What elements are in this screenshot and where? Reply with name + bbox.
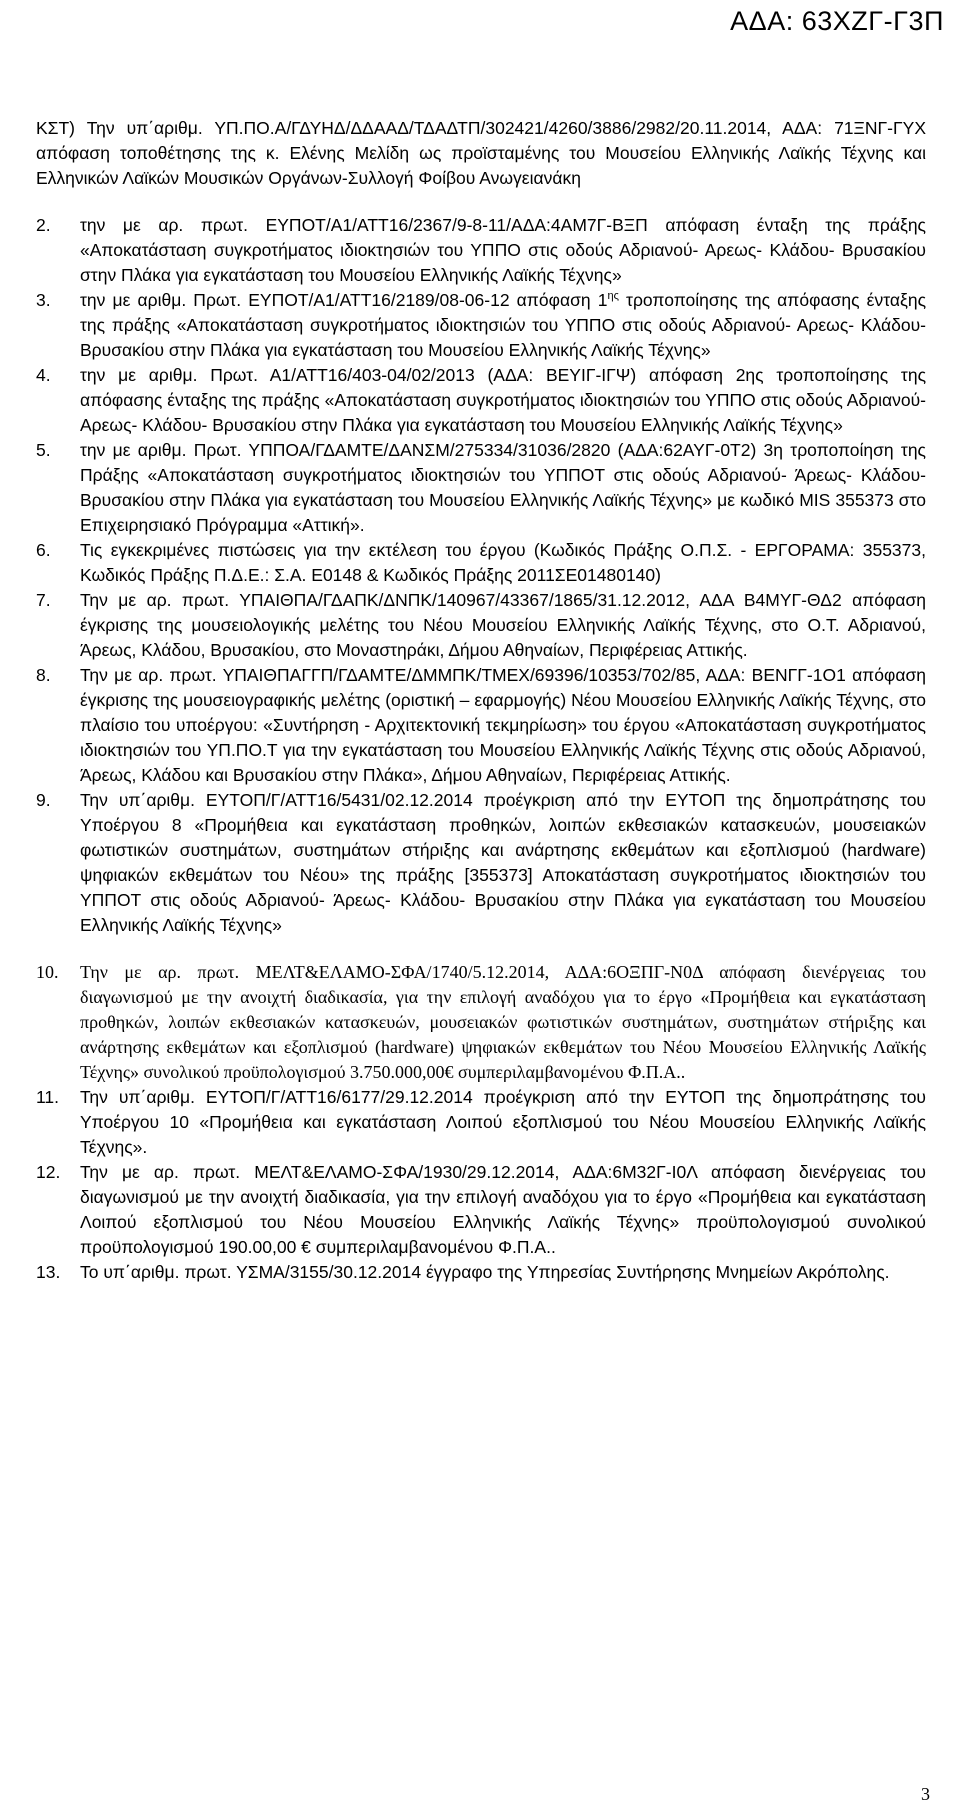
list-item	[36, 1085, 926, 1160]
numbered-list	[36, 213, 926, 1285]
list-item-text: Την υπ΄αριθμ. ΕΥΤΟΠ/Γ/ΑΤΤ16/6177/29.12.2014 προέγκριση από την ΕΥΤΟΠ της δημοπράτησης του Υποέργου 10 «Προμήθεια και εγκατάσταση Λοιπού εξοπλισμού του Νέου Μουσείου Ελληνικής Λαϊκής Τέχνης».	[80, 1087, 926, 1157]
list-item-text-part: τροποποίησης της απόφασης ένταξης της πράξης «Αποκατάσταση συγκροτήματος ιδιοκτησιών του ΥΠΠΟ στις οδούς Αδριανού- Αρεως- Κλάδου- Βρυσακίου στην Πλάκα για εγκατάσταση του Μουσείου Ελληνικής Λαϊκής Τέχνης»	[80, 290, 927, 360]
list-item	[36, 288, 926, 363]
list-item-text	[80, 288, 926, 363]
page-number: 3	[921, 1784, 930, 1804]
list-item-text: την με αριθμ. Πρωτ. Α1/ΑΤΤ16/403-04/02/2013 (ΑΔΑ: ΒΕΥΙΓ-ΙΓΨ) απόφαση 2ης τροποποίησης της απόφασης ένταξης της πράξης «Αποκατάσταση συγκροτήματος ιδιοκτησιών του ΥΠΠΟ στις οδούς Αδριανού- Αρεως- Κλάδου- Βρυσακίου στην Πλάκα για εγκατάσταση του Μουσείου Ελληνικής Λαϊκής Τέχνης»	[80, 365, 926, 435]
list-item	[36, 788, 926, 938]
list-item-text-part: την με αριθμ. Πρωτ. ΕΥΠΟΤ/Α1/ΑΤΤ16/2189/08-06-12 απόφαση 1	[80, 290, 608, 310]
list-item	[36, 663, 926, 788]
list-item-text: Τις εγκεκριμένες πιστώσεις για την εκτέλεση του έργου (Κωδικός Πράξης Ο.Π.Σ. - ΕΡΓΟΡΑΜΑ: 355373, Κωδικός Πράξης Π.Δ.Ε.: Σ.Α. Ε0148 & Κωδικός Πράξης 2011ΣΕ01480140)	[80, 540, 926, 585]
list-item-number: 2.	[36, 215, 51, 235]
list-item-number: 8.	[36, 665, 51, 685]
list-item-number: 13.	[36, 1262, 61, 1282]
list-item-number: 12.	[36, 1162, 61, 1182]
list-item	[36, 538, 926, 588]
list-item-number: 6.	[36, 540, 51, 560]
list-item	[36, 213, 926, 288]
list-item	[36, 1160, 926, 1260]
intro-paragraph: ΚΣΤ) Την υπ΄αριθμ. ΥΠ.ΠΟ.Α/ΓΔΥΗΔ/ΔΔΑΑΔ/ΤΔΑΔΤΠ/302421/4260/3886/2982/20.11.2014, ΑΔΑ: 71ΞΝΓ-ΓΥΧ απόφαση τοποθέτησης της κ. Ελένης Μελίδη ως προϊσταμένης του Μουσείου Ελληνικής Λαϊκής Τέχνης και Ελληνικών Λαϊκών Μουσικών Οργάνων-Συλλογή Φοίβου Ανωγειανάκη	[36, 118, 926, 188]
list-item-number: 7.	[36, 590, 51, 610]
ada-header: ΑΔΑ: 63ΧΖΓ-Γ3Π	[730, 6, 944, 36]
list-item	[36, 960, 926, 1085]
list-item	[36, 588, 926, 663]
list-item-number: 5.	[36, 440, 51, 460]
list-item-text: Την με αρ. πρωτ. ΜΕΛΤ&ΕΛΑΜΟ-ΣΦΑ/1930/29.12.2014, ΑΔΑ:6Μ32Γ-Ι0Λ απόφαση διενέργειας του διαγωνισμού με την ανοιχτή διαδικασία, για την επιλογή αναδόχου για το έργο «Προμήθεια και εγκατάσταση Λοιπού εξοπλισμού του Νέου Μουσείου Ελληνικής Λαϊκής Τέχνης» προϋπολογισμού συνολικού προϋπολογισμού 190.00,00 € συμπεριλαμβανομένου Φ.Π.Α..	[80, 1162, 926, 1257]
list-item-text: την με αρ. πρωτ. ΕΥΠΟΤ/Α1/ΑΤΤ16/2367/9-8-11/ΑΔΑ:4ΑΜ7Γ-ΒΞΠ απόφαση ένταξη της πράξης «Αποκατάσταση συγκροτήματος ιδιοκτησιών του ΥΠΠΟ στις οδούς Αδριανού- Αρεως- Κλάδου- Βρυσακίου στην Πλάκα για εγκατάσταση του Μουσείου Ελληνικής Λαϊκής Τέχνης»	[80, 215, 926, 285]
list-item-number: 11.	[36, 1087, 60, 1107]
superscript-ordinal: ης	[607, 290, 619, 303]
list-item-number: 10.	[36, 962, 59, 982]
list-item	[36, 438, 926, 538]
list-item-text: Την υπ΄αριθμ. ΕΥΤΟΠ/Γ/ΑΤΤ16/5431/02.12.2014 προέγκριση από την ΕΥΤΟΠ της δημοπράτησης του Υποέργου 8 «Προμήθεια και εγκατάσταση προθηκών, λοιπών εκθεσιακών κατασκευών, μουσειακών φωτιστικών συστημάτων, συστημάτων στήριξης και ανάρτησης εκθεμάτων και εξοπλισμού (hardware) ψηφιακών εκθεμάτων του Νέου» της πράξης [355373] Αποκατάσταση συγκροτήματος ιδιοκτησιών του ΥΠΠΟΤ στις οδούς Αδριανού- Άρεως- Κλάδου- Βρυσακίου στην Πλάκα για εγκατάσταση του Μουσείου Ελληνικής Λαϊκής Τέχνης»	[80, 790, 926, 935]
list-item-number: 4.	[36, 365, 51, 385]
list-item-text: Την με αρ. πρωτ. ΥΠΑΙΘΠΑΓΓΠ/ΓΔΑΜΤΕ/ΔΜΜΠΚ/ΤΜΕΧ/69396/10353/702/85, ΑΔΑ: ΒΕΝΓΓ-1Ο1 απόφαση έγκρισης της μουσειογραφικής μελέτης (οριστική – εφαρμογής) Νέου Μουσείου Ελληνικής Λαϊκής Τέχνης, στο πλαίσιο του υποέργου: «Συντήρηση - Αρχιτεκτονική τεκμηρίωση» του έργου «Αποκατάσταση συγκροτήματος ιδιοκτησιών του ΥΠ.ΠΟ.Τ για την εγκατάσταση του Μουσείου Ελληνικής Λαϊκής Τέχνης στις οδούς Αδριανού, Άρεως, Κλάδου και Βρυσακίου στην Πλάκα», Δήμου Αθηναίων, Περιφέρειας Αττικής.	[80, 665, 926, 785]
document-body	[36, 116, 926, 1285]
list-item-number: 9.	[36, 790, 51, 810]
list-item-text: Το υπ΄αριθμ. πρωτ. ΥΣΜΑ/3155/30.12.2014 έγγραφο της Υπηρεσίας Συντήρησης Μνημείων Ακρόπολης.	[80, 1262, 890, 1282]
list-item-text: Την με αρ. πρωτ. ΥΠΑΙΘΠΑ/ΓΔΑΠΚ/ΔΝΠΚ/140967/43367/1865/31.12.2012, ΑΔΑ Β4ΜΥΓ-ΘΔ2 απόφαση έγκρισης της μουσειολογικής μελέτης του Νέου Μουσείου Ελληνικής Λαϊκής Τέχνης, στο Ο.Τ. Αδριανού, Άρεως, Κλάδου, Βρυσακίου, στο Μοναστηράκι, Δήμου Αθηναίων, Περιφέρειας Αττικής.	[80, 590, 926, 660]
list-item-text: την με αριθμ. Πρωτ. ΥΠΠΟΑ/ΓΔΑΜΤΕ/ΔΑΝΣΜ/275334/31036/2820 (ΑΔΑ:62ΑΥΓ-0Τ2) 3η τροποποίηση της Πράξης «Αποκατάσταση συγκροτήματος ιδιοκτησιών του ΥΠΠΟΤ στις οδούς Αδριανού- Άρεως- Κλάδου- Βρυσακίου στην Πλάκα για εγκατάσταση του Μουσείου Ελληνικής Λαϊκής Τέχνης» με κωδικό MIS 355373 στο Επιχειρησιακό Πρόγραμμα «Αττική».	[80, 440, 926, 535]
list-item	[36, 363, 926, 438]
list-item-text: Την με αρ. πρωτ. ΜΕΛΤ&ΕΛΑΜΟ-ΣΦΑ/1740/5.12.2014, ΑΔΑ:6ΟΞΠΓ-Ν0Δ απόφαση διενέργειας του διαγωνισμού με την ανοιχτή διαδικασία, για την επιλογή αναδόχου για το έργο «Προμήθεια και εγκατάσταση προθηκών, λοιπών εκθεσιακών κατασκευών, μουσειακών φωτιστικών συστημάτων, συστημάτων στήριξης και ανάρτησης εκθεμάτων και εξοπλισμού (hardware) ψηφιακών εκθεμάτων του Νέου Μουσείου Ελληνικής Λαϊκής Τέχνης» συνολικού προϋπολογισμού 3.750.000,00€ συμπεριλαμβανομένου Φ.Π.Α..	[80, 962, 926, 1082]
list-item-number: 3.	[36, 290, 51, 310]
list-item	[36, 1260, 926, 1285]
